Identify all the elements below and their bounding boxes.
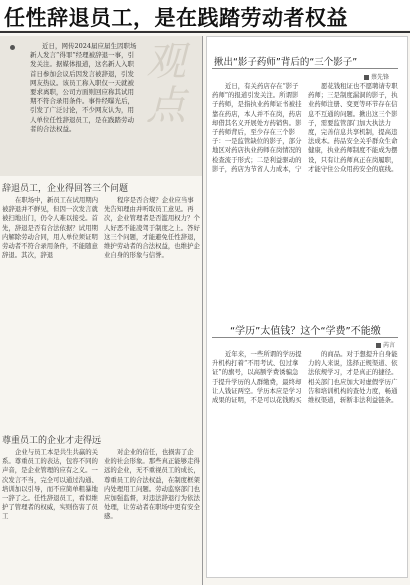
box-article1-rule	[212, 68, 398, 69]
box-article1-paragraph-continued: 愿花钱租证也不愿聘请专职药师；三是制度漏洞的影子，执业药师注册、变更等环节存在信息不互通的问题。揪出这三个影子，需要监管部门加大执法力度，完善信息共享机制，提高违法成本。药品安全关乎群众生命健康，执业药师制度不能成为摆设，只有让药师真正在岗履职，才能守住公众用药安全的底线。	[308, 82, 398, 173]
box-article2-paragraph: 近年来，一些所谓的学历提升机构打着“不用考试、包过拿证”的旗号，以高额学费诱骗急于提升学历的人群缴费，最终却让人钱证两空。学历本应是学习成果的证明，不是可以花钱购买	[212, 350, 302, 405]
section1-paragraph: 在职场中，新员工在试用期内被辞退并不鲜见，但因一次发言就被扫地出门，仍令人难以接受。首先，辞退是否有合法依据？试用期内解除劳动合同，用人单位须证明劳动者不符合录用条件，不能随意辞退。其次，辞退	[2, 196, 99, 260]
box-article1-title: 揪出“影子药师”背后的“三个影子”	[214, 57, 358, 68]
box-article2-rule	[212, 337, 398, 338]
box-article1-col2	[308, 82, 400, 314]
watermark-guandian: 观点	[146, 39, 186, 129]
section2-body-col2	[104, 448, 200, 583]
headline-bar	[0, 0, 410, 30]
section1-paragraph-continued: 程序是否合规？企业应当事先告知理由并听取员工意见。再次，企业管理者是否滥用权力？个人好恶不能凌驾于制度之上。答好这三个问题，才能避免任性辞退，维护劳动者的合法权益，也维护企业自身的形象与信誉。	[104, 196, 200, 260]
box-article2-col2	[308, 350, 400, 570]
box-article2-author: 芮言	[376, 340, 395, 349]
headline-rule	[0, 31, 410, 33]
section1-body-col2	[104, 196, 200, 426]
section1-title: 辞退员工，企业得回答三个问题	[2, 184, 129, 194]
box-article2-title: “学历”太值钱？这个“学费”不能缴	[230, 326, 381, 337]
box-article1-author: 蔡先锋	[364, 72, 389, 81]
box-article1-paragraph: 近日，有关药店存在“影子药师”的报道引发关注。所谓影子药师，是指执业药师证书被挂靠在药店，本人并不在岗，药店却借其名义开展处方药销售。影子药师背后，至少存在三个影子：一是监管缺位的影子，部分地区对药店执业药师在岗情况的检查流于形式；二是利益驱动的影子，药店为节省人力成本，宁	[212, 82, 302, 173]
lead-paragraph: 近日，网传2024届应届生因职场新人发言“得罪”经理被辞退一事，引发关注。据媒体报道，这名新人入职首日参加会议后因发言被辞退，引发网友热议。该员工称入职仅一天就被要求离职，公司方面则回应称其试用期不符合录用条件。事件经曝光后，引发了广泛讨论，不少网友认为，用人单位任性辞退员工，是在践踏劳动者的合法权益。	[30, 42, 137, 133]
section2-body-col1	[2, 448, 100, 583]
page-headline: 任性辞退员工，是在践踏劳动者权益	[4, 6, 348, 30]
lead-bullet-icon	[10, 45, 15, 50]
box-article1-col1	[212, 82, 304, 314]
column-divider	[202, 36, 203, 585]
section2-paragraph-continued: 对企业的信任，也损害了企业的社会形象。那些真正能够走得远的企业，无不重视员工的成长，尊重员工的合法权益，在制度框架内处理用工问题。劳动监察部门也应加强监督，对违法辞退行为依法处理，让劳动者在职场中更有安全感。	[104, 448, 200, 521]
lead-text	[30, 42, 140, 134]
box-article2-col1	[212, 350, 304, 570]
section2-title: 尊重员工的企业才走得远	[2, 436, 102, 446]
section2-paragraph: 企业与员工本是共生共赢的关系。尊重员工的表达，包容不同的声音，是企业管理的应有之义。一次发言不当，完全可以通过沟通、培训加以引导，而不应简单粗暴地一辞了之。任性辞退员工，看似维护了管理者的权威，实则伤害了员工	[2, 448, 99, 521]
section1-body-col1	[2, 196, 100, 426]
box-article2-paragraph-continued: 的商品。对于想提升自身能力的人来说，选择正规渠道、依法依规学习，才是真正的捷径。相关部门也应加大对虚假学历广告和培训机构的查处力度，畅通维权渠道，斩断非法利益链条。	[308, 350, 398, 405]
